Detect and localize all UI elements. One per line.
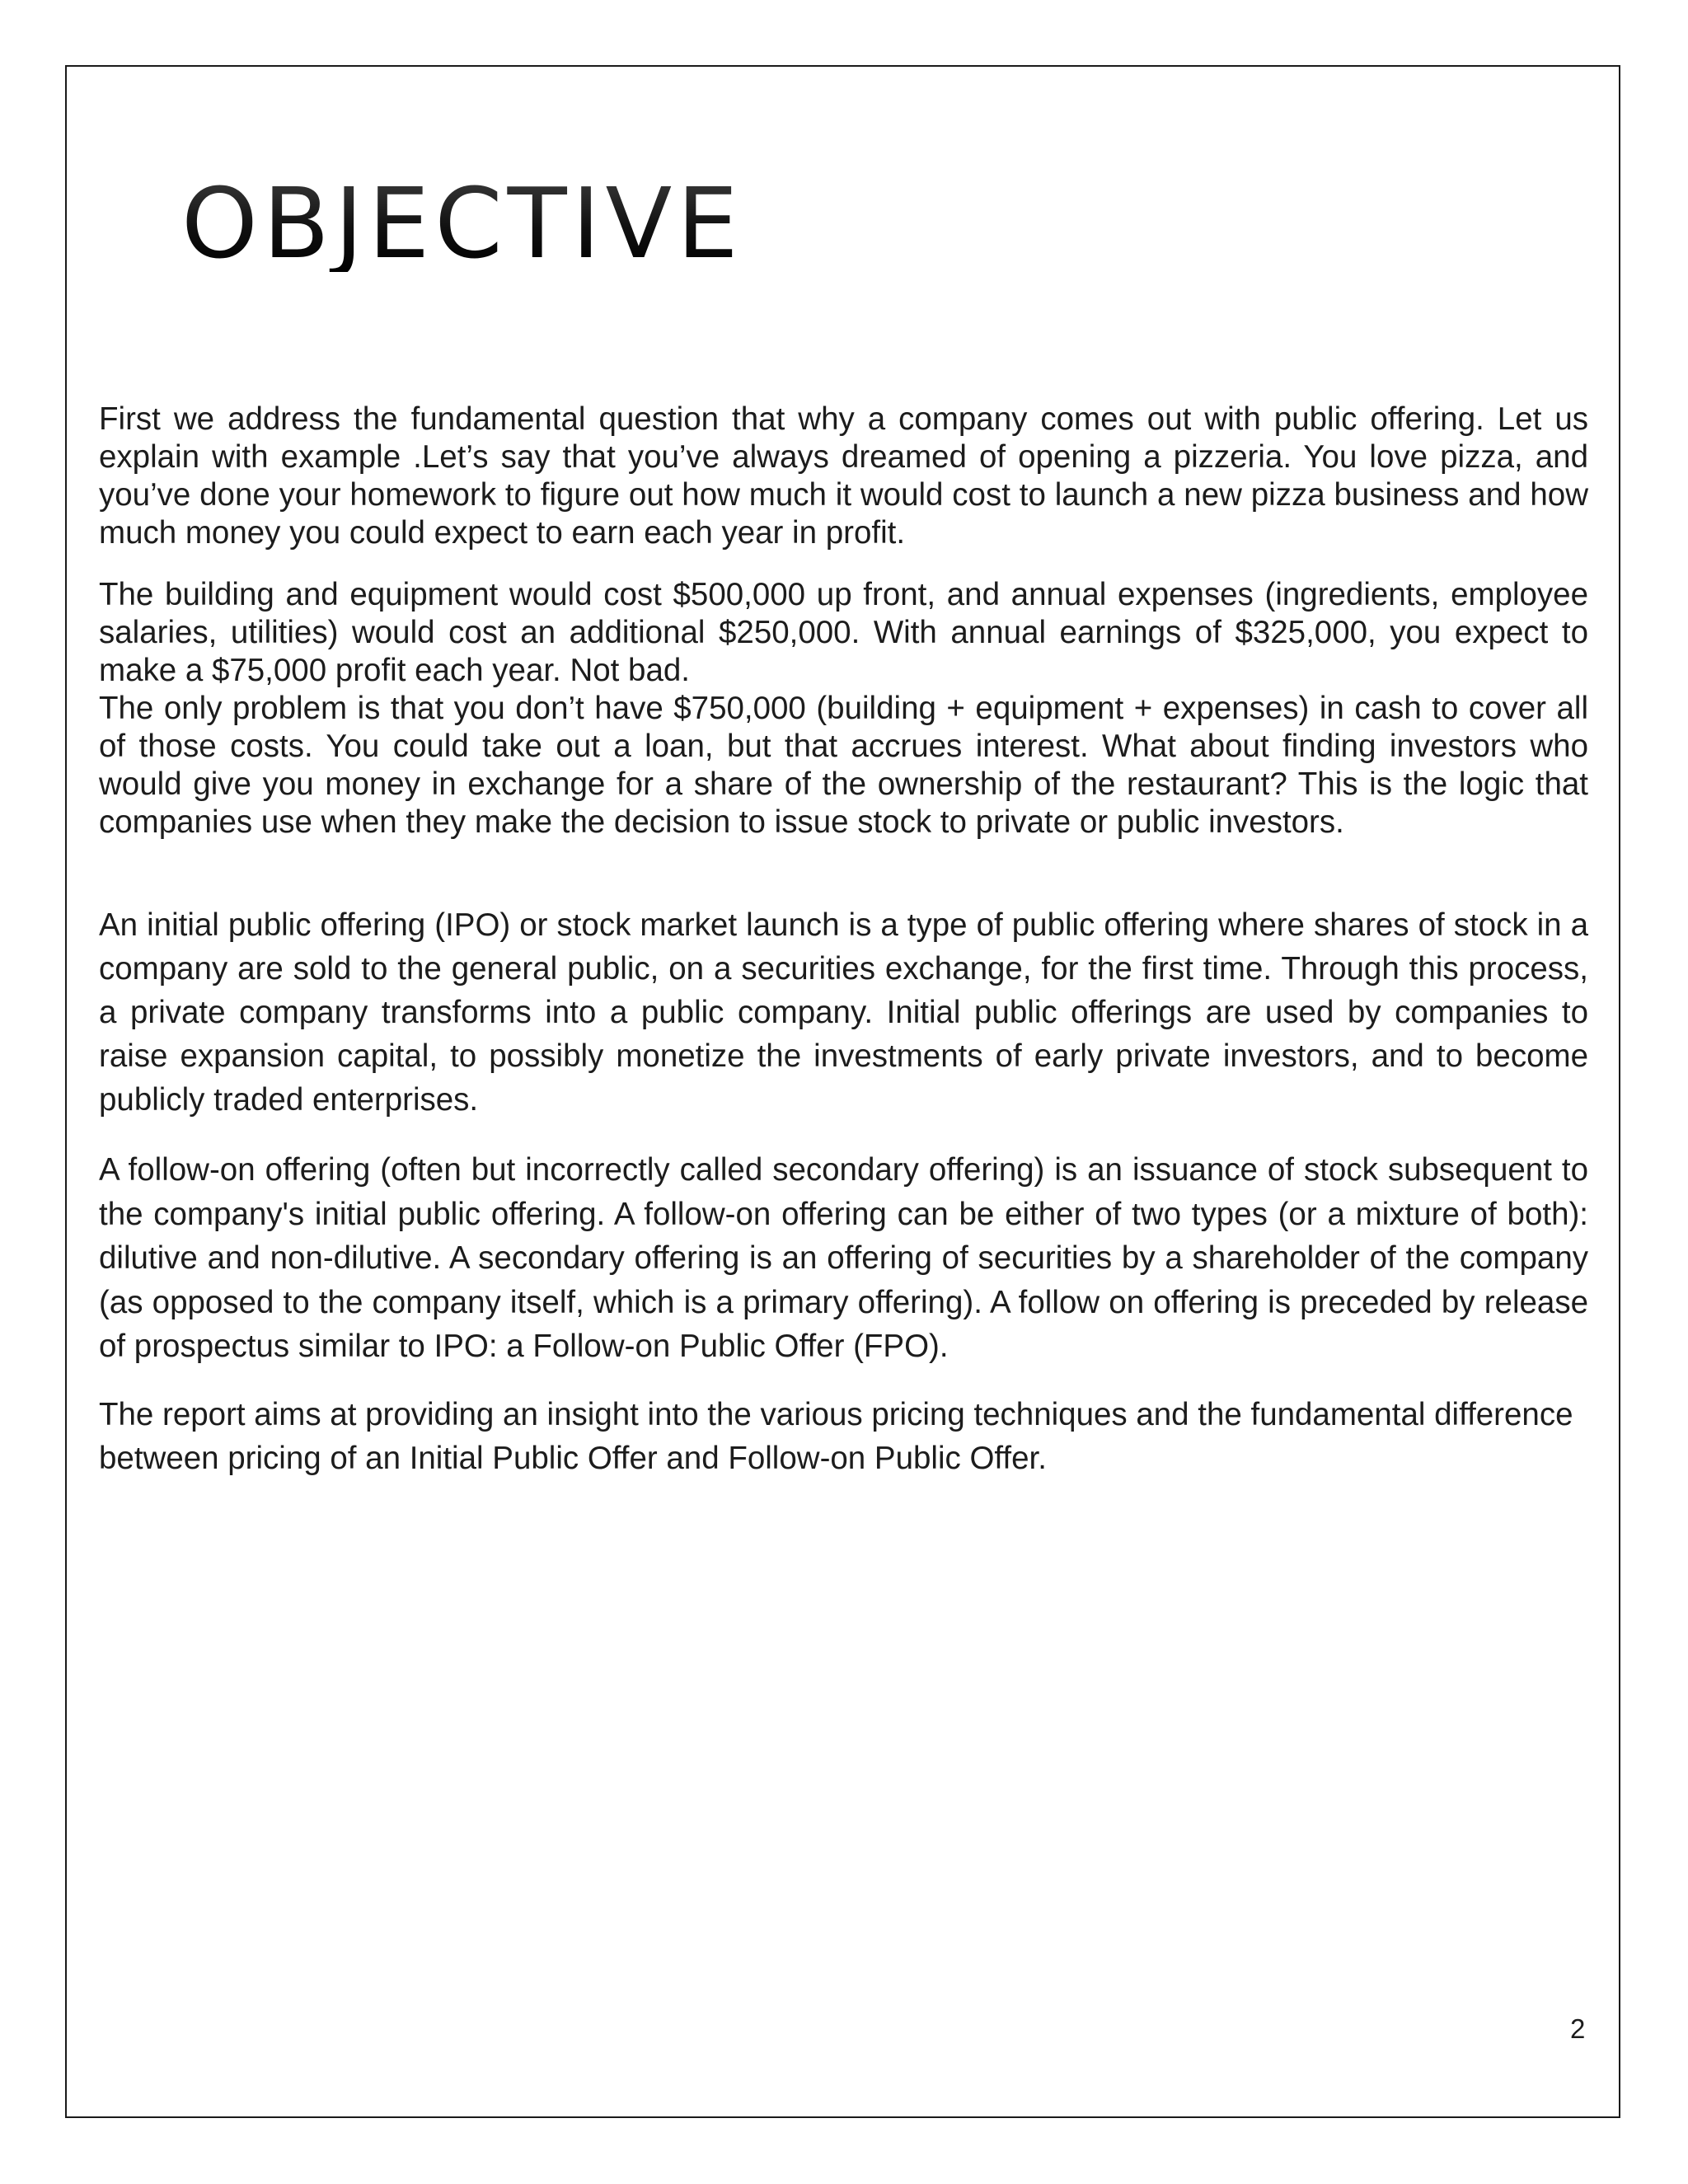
paragraph-text: An initial public offering (IPO) or stock market launch is a type of public offering where shares of stock in a company are sold to the general public, on a securities exchange, for the first time. Through this process, a private company transforms into a public company. Initial public offerings are used by companies to raise expansion capital, to possibly monetize the investments of early private investors, and to become publicly traded enterprises. bbox=[99, 907, 1588, 1118]
paragraph-pizzeria-example bbox=[99, 576, 1588, 841]
paragraph-ipo-definition bbox=[99, 903, 1588, 1122]
paragraph-text: The building and equipment would cost $500,000 up front, and annual expenses (ingredients, employee salaries, utilities) would cost an additional $250,000. With annual earnings of $325,000, you expect to make a $75,000 profit each year. Not bad. bbox=[99, 577, 1588, 688]
paragraph-follow-on-offering bbox=[99, 1148, 1588, 1369]
paragraph-text: The only problem is that you don’t have $750,000 (building + equipment + expenses) in cash to cover all of those costs. You could take out a loan, but that accrues interest. What about finding investors who would give you money in exchange for a share of the ownership of the restaurant? This is the logic that companies use when they make the decision to issue stock to private or public investors. bbox=[99, 691, 1588, 840]
paragraph-text: First we address the fundamental question that why a company comes out with public offering. Let us explain with example .Let’s say that you’ve always dreamed of opening a pizzeria. You love pizza, and you’ve done your homework to figure out how much it would cost to launch a new pizza business and how much money you could expect to earn each year in profit. bbox=[99, 401, 1588, 551]
page-number: 2 bbox=[1570, 2013, 1586, 2044]
paragraph-text: The report aims at providing an insight into the various pricing techniques and the fundamental difference between pricing of an Initial Public Offer and Follow-on Public Offer. bbox=[99, 1397, 1573, 1476]
paragraph-intro bbox=[99, 401, 1588, 552]
paragraph-text: A follow-on offering (often but incorrectly called secondary offering) is an issuance of stock subsequent to the company's initial public offering. A follow-on offering can be either of two types (or a mixture of both): dilutive and non-dilutive. A secondary offering is an offering of securities by a shareholder of the company (as opposed to the company itself, which is a primary offering). A follow on offering is preceded by release of prospectus similar to IPO: a Follow-on Public Offer (FPO). bbox=[99, 1152, 1588, 1364]
page-heading: OBJECTIVE bbox=[181, 166, 743, 280]
paragraph-report-aim bbox=[99, 1393, 1588, 1480]
